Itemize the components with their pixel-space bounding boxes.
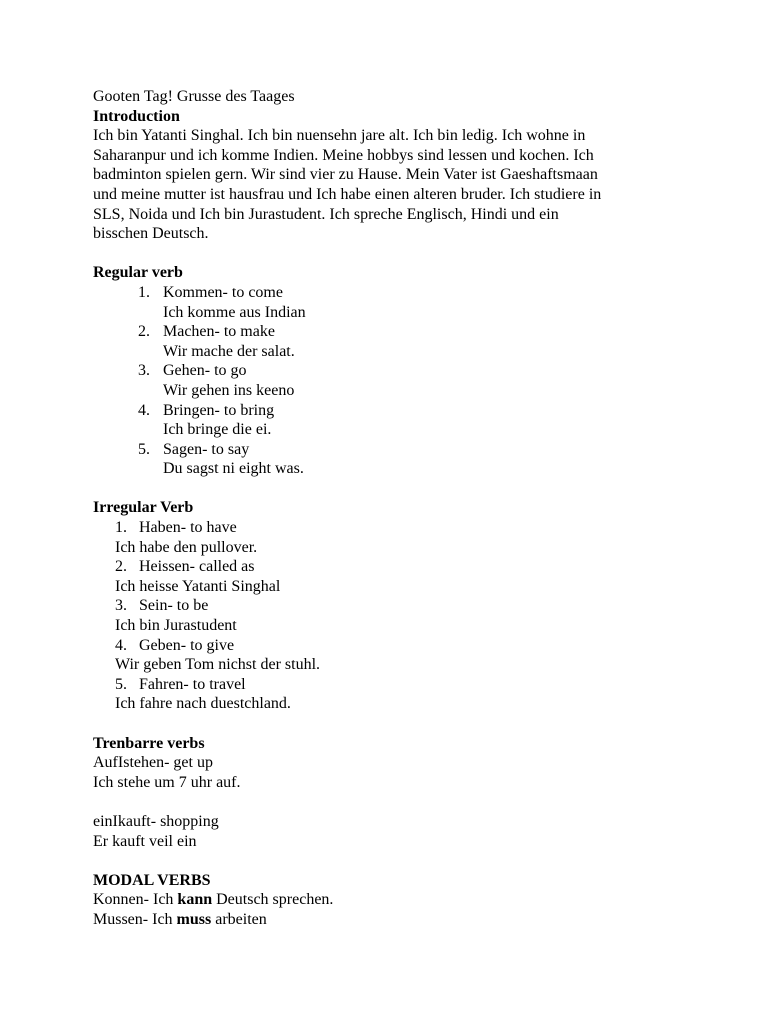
regular-verb-list	[93, 283, 693, 479]
example-sentence: Wir mache der salat.	[163, 342, 295, 360]
verb-text: Gehen- to go	[163, 362, 247, 380]
example-sentence: Er kauft veil ein	[93, 832, 197, 850]
modal-verb-bold: muss	[176, 910, 212, 928]
list-item	[93, 440, 693, 460]
irregular-verb-heading: Irregular Verb	[93, 499, 194, 517]
modal-text: Konnen- Ich	[93, 891, 178, 909]
verb-text: Heissen- called as	[139, 558, 255, 576]
example-sentence: Ich komme aus Indian	[163, 303, 306, 321]
intro-line: Saharanpur und ich komme Indien. Meine hobbys sind lessen und kochen. Ich	[93, 146, 594, 164]
spacer	[93, 851, 693, 871]
list-item	[93, 596, 693, 616]
list-item	[93, 636, 693, 656]
irregular-verb-list	[93, 518, 693, 714]
list-item	[93, 322, 693, 342]
intro-line: und meine mutter ist hausfrau und Ich habe einen alteren bruder. Ich studiere in	[93, 185, 602, 203]
list-item	[93, 675, 693, 695]
example-sentence: Ich stehe um 7 uhr auf.	[93, 773, 241, 791]
list-number: 5.	[138, 440, 150, 458]
list-number: 4.	[115, 636, 127, 654]
verb-text: Haben- to have	[139, 519, 237, 537]
spacer	[93, 479, 693, 499]
example-sentence: Ich habe den pullover.	[115, 538, 258, 556]
verb-text: Geben- to give	[139, 636, 235, 654]
modal-text: arbeiten	[211, 910, 267, 928]
list-number: 5.	[115, 675, 127, 693]
list-number: 3.	[115, 597, 127, 615]
example-sentence: Du sagst ni eight was.	[163, 460, 304, 478]
verb-text: Machen- to make	[163, 323, 275, 341]
trenbarre-heading: Trenbarre verbs	[93, 734, 205, 752]
intro-line: Ich bin Yatanti Singhal. Ich bin nuensehn jare alt. Ich bin ledig. Ich wohne in	[93, 127, 586, 145]
verb-text: Bringen- to bring	[163, 401, 275, 419]
verb-text: Sagen- to say	[163, 440, 250, 458]
example-sentence: Ich bin Jurastudent	[115, 617, 237, 635]
list-number: 4.	[138, 401, 150, 419]
intro-line: SLS, Noida und Ich bin Jurastudent. Ich spreche Englisch, Hindi und ein	[93, 205, 559, 223]
modal-verbs-heading: MODAL VERBS	[93, 871, 211, 889]
spacer	[93, 244, 693, 264]
verb-text: Fahren- to travel	[139, 675, 246, 693]
example-sentence: Wir geben Tom nichst der stuhl.	[115, 656, 321, 674]
verb-text: Sein- to be	[139, 597, 209, 615]
modal-verb-line	[93, 890, 693, 910]
example-sentence: Ich fahre nach duestchland.	[115, 695, 291, 713]
verb-text: Kommen- to come	[163, 283, 283, 301]
regular-verb-heading: Regular verb	[93, 264, 183, 282]
list-number: 2.	[138, 323, 150, 341]
list-item	[93, 283, 693, 303]
trenbarre-verb: AufIstehen- get up	[93, 754, 213, 772]
modal-text: Mussen- Ich	[93, 910, 177, 928]
trenbarre-verb: einIkauft- shopping	[93, 812, 219, 830]
greeting-line: Gooten Tag! Grusse des Taages	[93, 88, 295, 105]
modal-text: Deutsch sprechen.	[212, 891, 334, 909]
example-sentence: Ich bringe die ei.	[163, 421, 272, 439]
document-page	[93, 87, 693, 930]
list-item	[93, 557, 693, 577]
example-sentence: Wir gehen ins keeno	[163, 381, 295, 399]
list-number: 1.	[115, 519, 127, 537]
spacer	[93, 714, 693, 734]
list-item	[93, 518, 693, 538]
spacer	[93, 792, 693, 812]
list-number: 1.	[138, 283, 150, 301]
introduction-paragraph	[93, 126, 693, 244]
intro-line: bisschen Deutsch.	[93, 225, 209, 243]
list-number: 2.	[115, 558, 127, 576]
list-item	[93, 361, 693, 381]
introduction-heading: Introduction	[93, 107, 180, 125]
intro-line: badminton spielen gern. Wir sind vier zu Hause. Mein Vater ist Gaeshaftsmaan	[93, 166, 598, 184]
modal-verb-bold: kann	[177, 891, 213, 909]
list-number: 3.	[138, 362, 150, 380]
example-sentence: Ich heisse Yatanti Singhal	[115, 577, 281, 595]
modal-verb-line	[93, 910, 693, 930]
list-item	[93, 401, 693, 421]
